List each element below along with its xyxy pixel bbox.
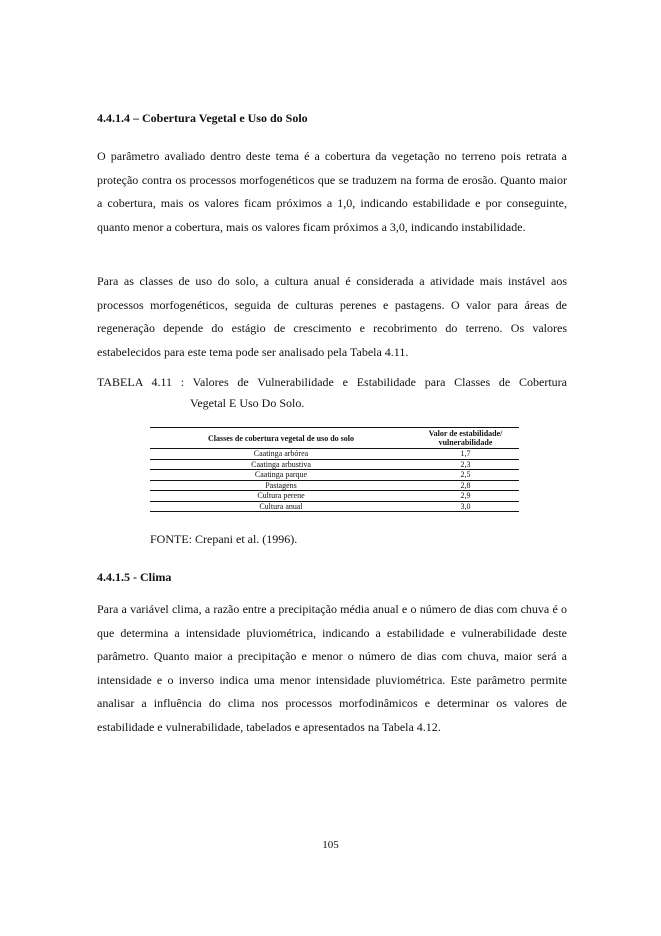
- table-header-row: [150, 428, 519, 449]
- table-header-valor: Valor de estabilidade/ vulnerabilidade: [412, 428, 519, 449]
- table-cell-class: Cultura anual: [150, 501, 412, 512]
- table-row: [150, 449, 519, 460]
- table-row: [150, 470, 519, 481]
- table-caption-line2: Vegetal E Uso Do Solo.: [190, 396, 305, 410]
- table-cell-value: 3,0: [412, 501, 519, 512]
- table-source: FONTE: Crepani et al. (1996).: [150, 532, 298, 546]
- table-row: [150, 459, 519, 470]
- section-heading-clima: 4.4.1.5 - Clima: [97, 570, 172, 584]
- paragraph-cobertura-2: Para as classes de uso do solo, a cultura anual é considerada a atividade mais instável aos processos morfogenéticos, seguida de culturas perenes e pastagens. O valor para áreas de regeneração depende do estágio de crescimento e recobrimento do terreno. Os valores estabelecidos para este tema pode ser analisado pela Tabela 4.11.: [97, 274, 567, 359]
- table-header-classes: Classes de cobertura vegetal de uso do solo: [150, 428, 412, 449]
- table-cell-class: Caatinga arbórea: [150, 449, 412, 460]
- table-row: [150, 491, 519, 502]
- table-cell-class: Cultura perene: [150, 491, 412, 502]
- table-cell-class: Pastagens: [150, 480, 412, 491]
- table-cell-value: 2,9: [412, 491, 519, 502]
- table-cell-class: Caatinga parque: [150, 470, 412, 481]
- page-number: 105: [322, 839, 339, 851]
- section-heading-cobertura: 4.4.1.4 – Cobertura Vegetal e Uso do Solo: [97, 111, 308, 125]
- table-row: [150, 501, 519, 512]
- table-cell-value: 1,7: [412, 449, 519, 460]
- table-caption-line1: TABELA 4.11 : Valores de Vulnerabilidade e Estabilidade para Classes de Cobertura: [97, 375, 567, 389]
- table-cell-value: 2,3: [412, 459, 519, 470]
- table-cell-value: 2,8: [412, 480, 519, 491]
- table-caption: [97, 372, 567, 414]
- vulnerability-table: [150, 427, 519, 512]
- table-cell-class: Caatinga arbustiva: [150, 459, 412, 470]
- table-cell-value: 2,5: [412, 470, 519, 481]
- paragraph-cobertura-1: O parâmetro avaliado dentro deste tema é a cobertura da vegetação no terreno pois retrata a proteção contra os processos morfogenéticos que se traduzem na forma de erosão. Quanto maior a cobertura, mais os valores ficam próximos a 1,0, indicando estabilidade e por conseguinte, quanto menor a cobertura, mais os valores ficam próximos a 3,0, indicando instabilidade.: [97, 149, 567, 234]
- table-row: [150, 480, 519, 491]
- paragraph-clima: Para a variável clima, a razão entre a precipitação média anual e o número de dias com chuva é o que determina a intensidade pluviométrica, indicando a estabilidade e vulnerabilidade deste parâmetro. Quanto maior a precipitação e menor o número de dias com chuva, maior será a intensidade e o inverso indica uma menor intensidade pluviométrica. Este parâmetro permite analisar a influência do clima nos processos morfodinâmicos e determinar os valores de estabilidade e vulnerabilidade, tabelados e apresentados na Tabela 4.12.: [97, 602, 567, 734]
